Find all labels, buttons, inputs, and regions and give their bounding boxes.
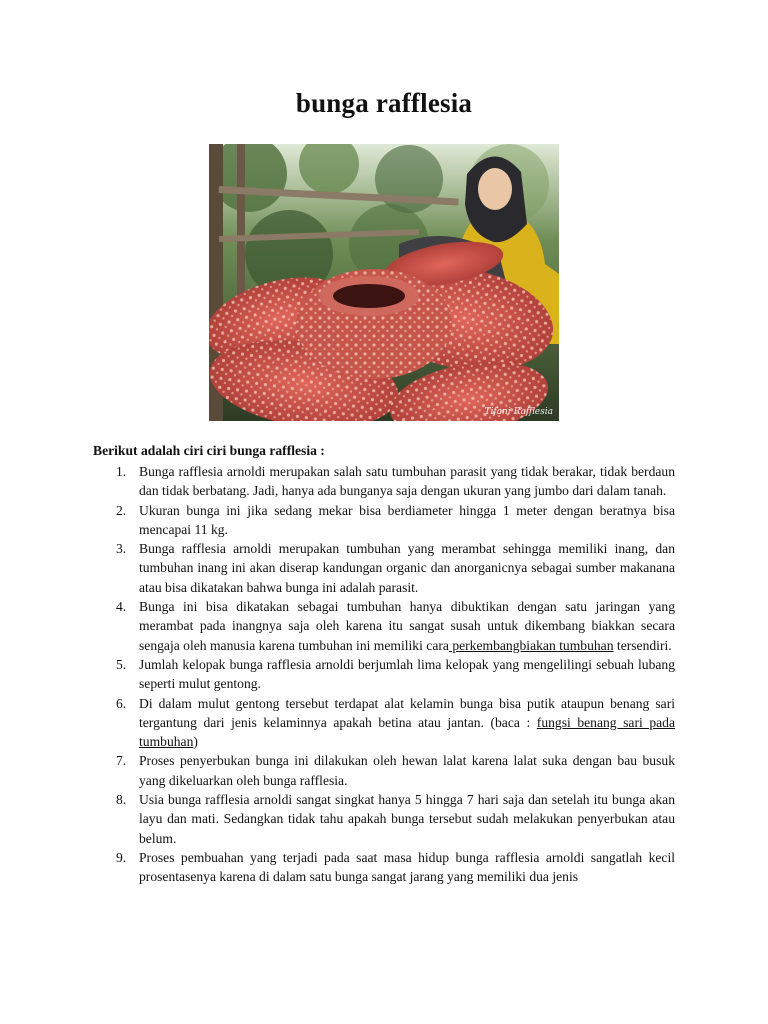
item-text: Proses pembuahan yang terjadi pada saat masa hidup bunga rafflesia arnoldi sangatlah kecil prosentasenya karena di dalam satu bunga sangat jarang yang memiliki dua jenis: [139, 849, 675, 885]
item-number: 5.: [116, 656, 127, 672]
item-text: Di dalam mulut gentong tersebut terdapat alat kelamin bunga bisa putik ataupun benang sari tergantung dari jenis kelaminnya apakah betina atau jantan. (baca :: [139, 695, 675, 730]
list-item: [93, 848, 675, 887]
item-text: Bunga ini bisa dikatakan sebagai tumbuhan hanya dibuktikan dengan satu jaringan yang merambat pada inangnya saja oleh karena itu sangat susah untuk dikembang biakkan secara sengaja oleh manusia karena tumbuhan ini memiliki cara: [139, 599, 675, 653]
list-item: [93, 655, 675, 694]
item-text: Jumlah kelopak bunga rafflesia arnoldi berjumlah lima kelopak yang mengelilingi sebuah lubang seperti mulut gentong.: [139, 656, 675, 692]
image-watermark: Tifani Rafflesia: [484, 407, 553, 417]
item-number: 3.: [116, 541, 127, 557]
item-number: 4.: [116, 599, 127, 615]
list-item: [93, 790, 675, 848]
page-title: bunga rafflesia: [295, 88, 473, 118]
item-number: 6.: [116, 695, 127, 711]
list-intro: Berikut adalah ciri ciri bunga rafflesia :: [93, 443, 325, 458]
item-text: Bunga rafflesia arnoldi merupakan tumbuhan yang merambat sehingga memiliki inang, dan tumbuhan inang ini akan diserap kandungan organic dan anorganicnya sebagai sumber makanana atau bisa dikatakan bahwa bunga ini adalah parasit.: [139, 541, 675, 595]
item-text: Usia bunga rafflesia arnoldi sangat singkat hanya 5 hingga 7 hari saja dan setelah itu bunga akan layu dan mati. Sedangkan tidak tahu apakah bunga tersebut sudah melakukan penyerbukan atau belum.: [139, 792, 675, 846]
link-perkembangbiakan-tumbuhan[interactable]: perkembangbiakan tumbuhan: [448, 637, 614, 653]
item-text: Proses penyerbukan bunga ini dilakukan oleh hewan lalat karena lalat suka dengan bau busuk yang dikeluarkan oleh bunga rafflesia.: [139, 753, 675, 788]
item-number: 9.: [116, 849, 127, 865]
rafflesia-photo: [209, 144, 559, 421]
list-item: [93, 751, 675, 790]
item-number: 7.: [116, 753, 127, 769]
item-text: Bunga rafflesia arnoldi merupakan salah satu tumbuhan parasit yang tidak berakar, tidak berdaun dan tidak berbatang. Jadi, hanya ada bunganya saja dengan ukuran yang jumbo dari dalam tanah.: [139, 464, 675, 499]
list-item: [93, 462, 675, 501]
link-fungsi-benang-sari[interactable]: fungsi benang sari pada tumbuhan: [139, 714, 675, 750]
item-number: 2.: [116, 502, 127, 518]
list-item: [93, 539, 675, 597]
list-item: [93, 694, 675, 752]
list-item: [93, 597, 675, 655]
list-item: [93, 501, 675, 540]
item-text: Ukuran bunga ini jika sedang mekar bisa berdiameter hingga 1 meter dengan beratnya bisa mencapai 11 kg.: [139, 502, 675, 537]
item-number: 8.: [116, 792, 127, 808]
item-text-after: tersendiri.: [613, 637, 672, 653]
item-text-after: ): [193, 734, 198, 750]
item-number: 1.: [116, 464, 127, 479]
feature-list: [93, 462, 675, 887]
